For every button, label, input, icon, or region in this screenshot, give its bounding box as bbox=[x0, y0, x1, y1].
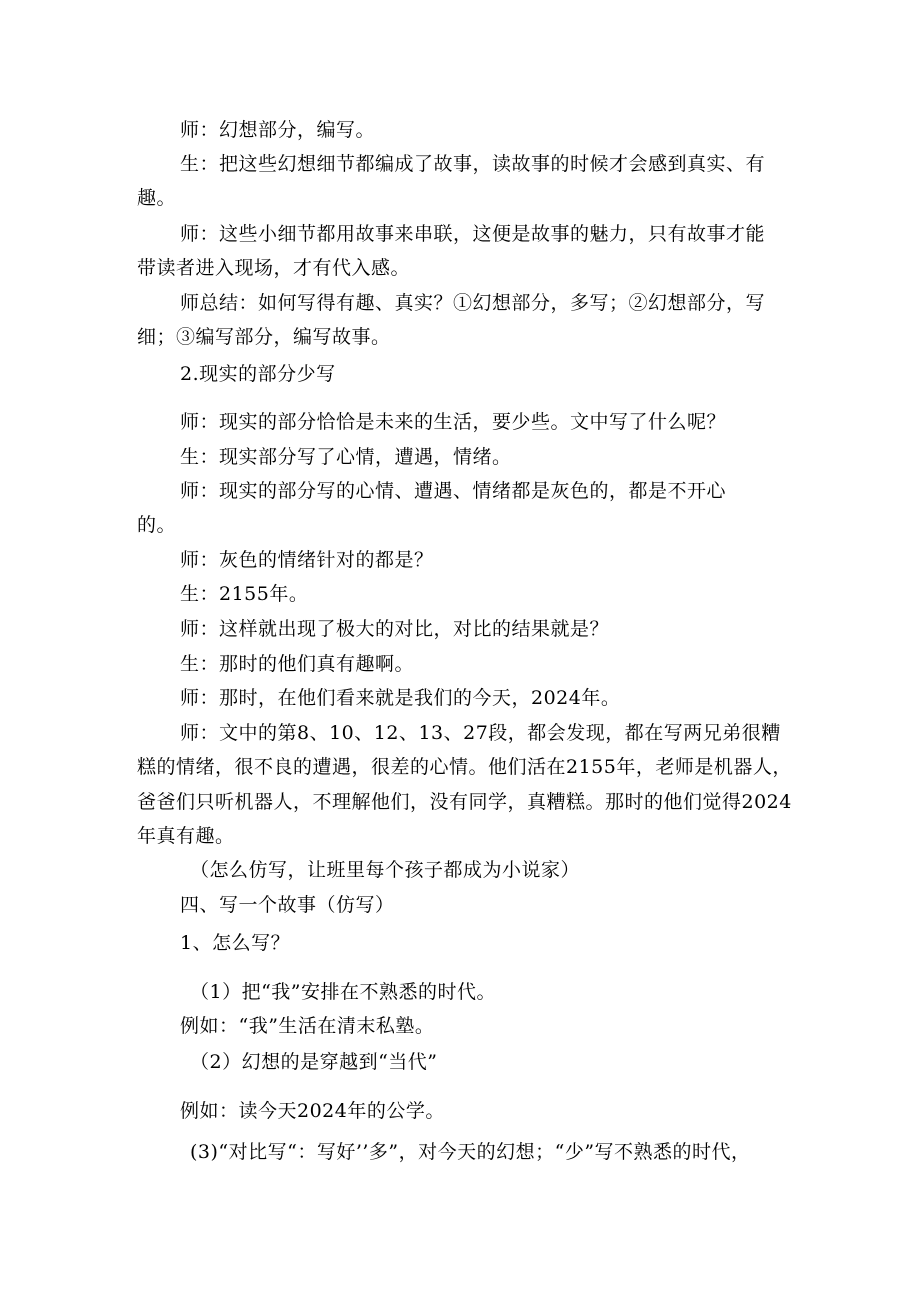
paragraph-line: 生：把这些幻想细节都编成了故事，读故事的时候才会感到真实、有 bbox=[180, 153, 766, 175]
paragraph-line: （怎么仿写，让班里每个孩子都成为小说家） bbox=[190, 859, 581, 881]
paragraph-line: 师：灰色的情绪针对的都是？ bbox=[180, 549, 434, 571]
paragraph-line: 师：幻想部分，编写。 bbox=[180, 119, 376, 141]
paragraph-line: 趣。 bbox=[137, 187, 177, 209]
paragraph-line: 师：现实的部分写的心情、遭遇、情绪都是灰色的，都是不开心 bbox=[180, 480, 727, 502]
list-item: (3)“对比写“：写好’’多”，对今天的幻想；“少”写不熟悉的时代， bbox=[190, 1141, 751, 1163]
paragraph-line: 带读者进入现场，才有代入感。 bbox=[137, 257, 411, 279]
section-heading: 2.现实的部分少写 bbox=[180, 363, 336, 385]
paragraph-line: 师：现实的部分恰恰是未来的生活，要少些。文中写了什么呢？ bbox=[180, 411, 727, 433]
paragraph-line: 例如：“我”生活在清末私塾。 bbox=[180, 1015, 435, 1037]
paragraph-line: 生：那时的他们真有趣啊。 bbox=[180, 653, 415, 675]
list-item: （1）把“我”安排在不熟悉的时代。 bbox=[190, 981, 497, 1003]
paragraph-line: 师总结：如何写得有趣、真实？①幻想部分，多写；②幻想部分，写 bbox=[180, 292, 766, 314]
paragraph-line: 师：这样就出现了极大的对比，对比的结果就是？ bbox=[180, 618, 610, 640]
paragraph-line: 师：文中的第8、10、12、13、27段，都会发现，都在写两兄弟很糟 bbox=[180, 722, 781, 744]
paragraph-line: 生：现实部分写了心情，遭遇，情绪。 bbox=[180, 446, 512, 468]
paragraph-line: 年真有趣。 bbox=[137, 825, 235, 847]
paragraph-line: 例如：读今天2024年的公学。 bbox=[180, 1100, 445, 1122]
section-heading: 四、写一个故事（仿写） bbox=[180, 894, 395, 916]
paragraph-line: 爸爸们只听机器人，不理解他们，没有同学，真糟糕。那时的他们觉得2024 bbox=[137, 791, 792, 813]
paragraph-line: 师：那时，在他们看来就是我们的今天，2024年。 bbox=[180, 687, 621, 709]
paragraph-line: 细；③编写部分，编写故事。 bbox=[137, 326, 391, 348]
paragraph-line: 师：这些小细节都用故事来串联，这便是故事的魅力，只有故事才能 bbox=[180, 223, 766, 245]
paragraph-line: 生：2155年。 bbox=[180, 583, 309, 605]
paragraph-line: 的。 bbox=[137, 514, 177, 536]
paragraph-line: 糕的情绪，很不良的遭遇，很差的心情。他们活在2155年，老师是机器人， bbox=[137, 756, 792, 778]
section-heading: 1、怎么写？ bbox=[180, 932, 291, 954]
list-item: （2）幻想的是穿越到“当代” bbox=[190, 1051, 438, 1073]
